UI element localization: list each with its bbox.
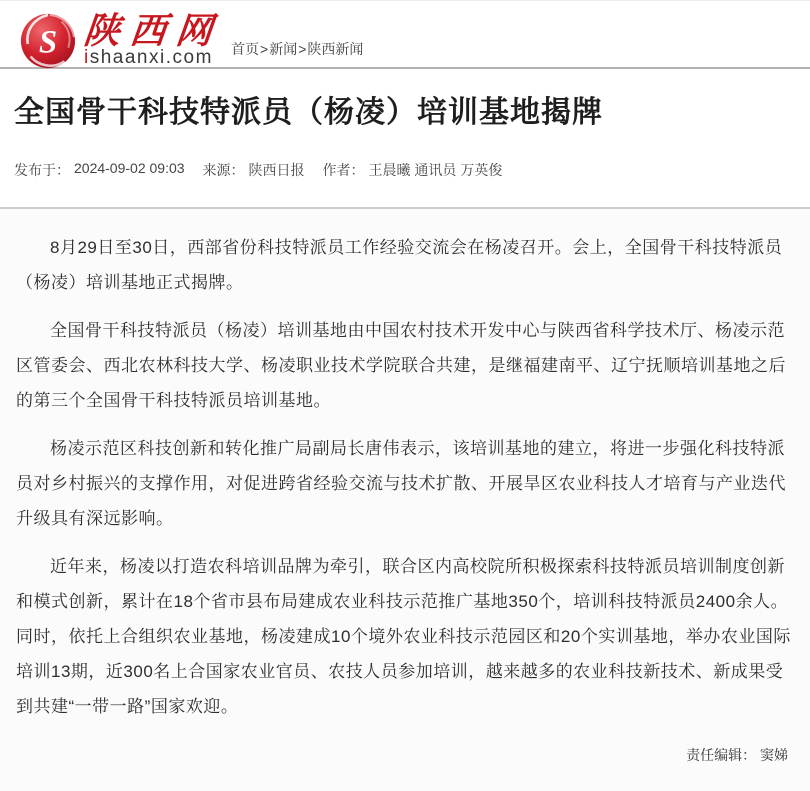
editor-row: [16, 737, 792, 781]
editor-label: 责任编辑：: [686, 747, 757, 763]
svg-text:S: S: [38, 24, 58, 61]
published-label: 发布于：: [14, 162, 70, 178]
author-value: 王晨曦 通讯员 万英俊: [368, 162, 503, 178]
article-paragraph: 近年来，杨凌以打造农科培训品牌为牵引，联合区内高校院所积极探索科技特派员培训制度创新和模式创新，累计在18个省市县布局建成农业科技示范推广基地350个，培训科技特派员2400余人。同时，依托上合组织农业基地，杨凌建成10个境外农业科技示范园区和20个实训基地，举办农业国际培训13期，近300名上合国家农业官员、农技人员参加培训，越来越多的农业科技新技术、新成果受到共建“一带一路”国家欢迎。: [16, 557, 791, 716]
article-paragraph: 全国骨干科技特派员（杨凌）培训基地由中国农村技术开发中心与陕西省科学技术厅、杨凌示范区管委会、西北农林科技大学、杨凌职业技术学院联合共建，是继福建南平、辽宁抚顺培训基地之后的第三个全国骨干科技特派员培训基地。: [16, 321, 786, 410]
source-value: 陕西日报: [248, 162, 305, 178]
site-logo[interactable]: [19, 11, 225, 70]
source-label: 来源：: [202, 162, 245, 178]
domain-initial: i: [84, 47, 90, 68]
meta-source: [203, 160, 305, 180]
site-name: 陕西网: [81, 11, 225, 51]
article-head: [0, 69, 810, 207]
domain-rest: shaanxi.com: [89, 47, 213, 68]
article-paragraph: 杨凌示范区科技创新和转化推广局副局长唐伟表示，该培训基地的建立，将进一步强化科技特派员对乡村振兴的支撑作用，对促进跨省经验交流与技术扩散、开展旱区农业科技人才培育与产业迭代升级具有深远影响。: [16, 439, 786, 528]
meta-author: [323, 160, 503, 180]
breadcrumb-separator: >: [260, 41, 269, 57]
breadcrumb-item-news[interactable]: 新闻: [269, 41, 298, 57]
swirl-s-emblem-icon: [19, 12, 77, 70]
published-value: 2024-09-02 09:03: [74, 160, 185, 176]
article-body: [0, 207, 810, 791]
editor-name: 窦娣: [760, 747, 788, 763]
breadcrumb-item-home[interactable]: 首页: [231, 41, 260, 57]
meta-published: [14, 160, 185, 180]
author-label: 作者：: [322, 162, 365, 178]
breadcrumb-separator: >: [298, 41, 307, 57]
article-title: 全国骨干科技特派员（杨凌）培训基地揭牌: [14, 96, 603, 129]
breadcrumb-item-shaanxi-news[interactable]: 陕西新闻: [307, 41, 364, 57]
article-paragraph: 8月29日至30日，西部省份科技特派员工作经验交流会在杨凌召开。会上，全国骨干科技特派员（杨凌）培训基地正式揭牌。: [16, 238, 783, 292]
site-domain: [84, 48, 222, 68]
breadcrumb: [231, 39, 363, 59]
site-header: [0, 0, 810, 69]
article-meta: [14, 160, 794, 207]
logo-text: [81, 11, 225, 68]
